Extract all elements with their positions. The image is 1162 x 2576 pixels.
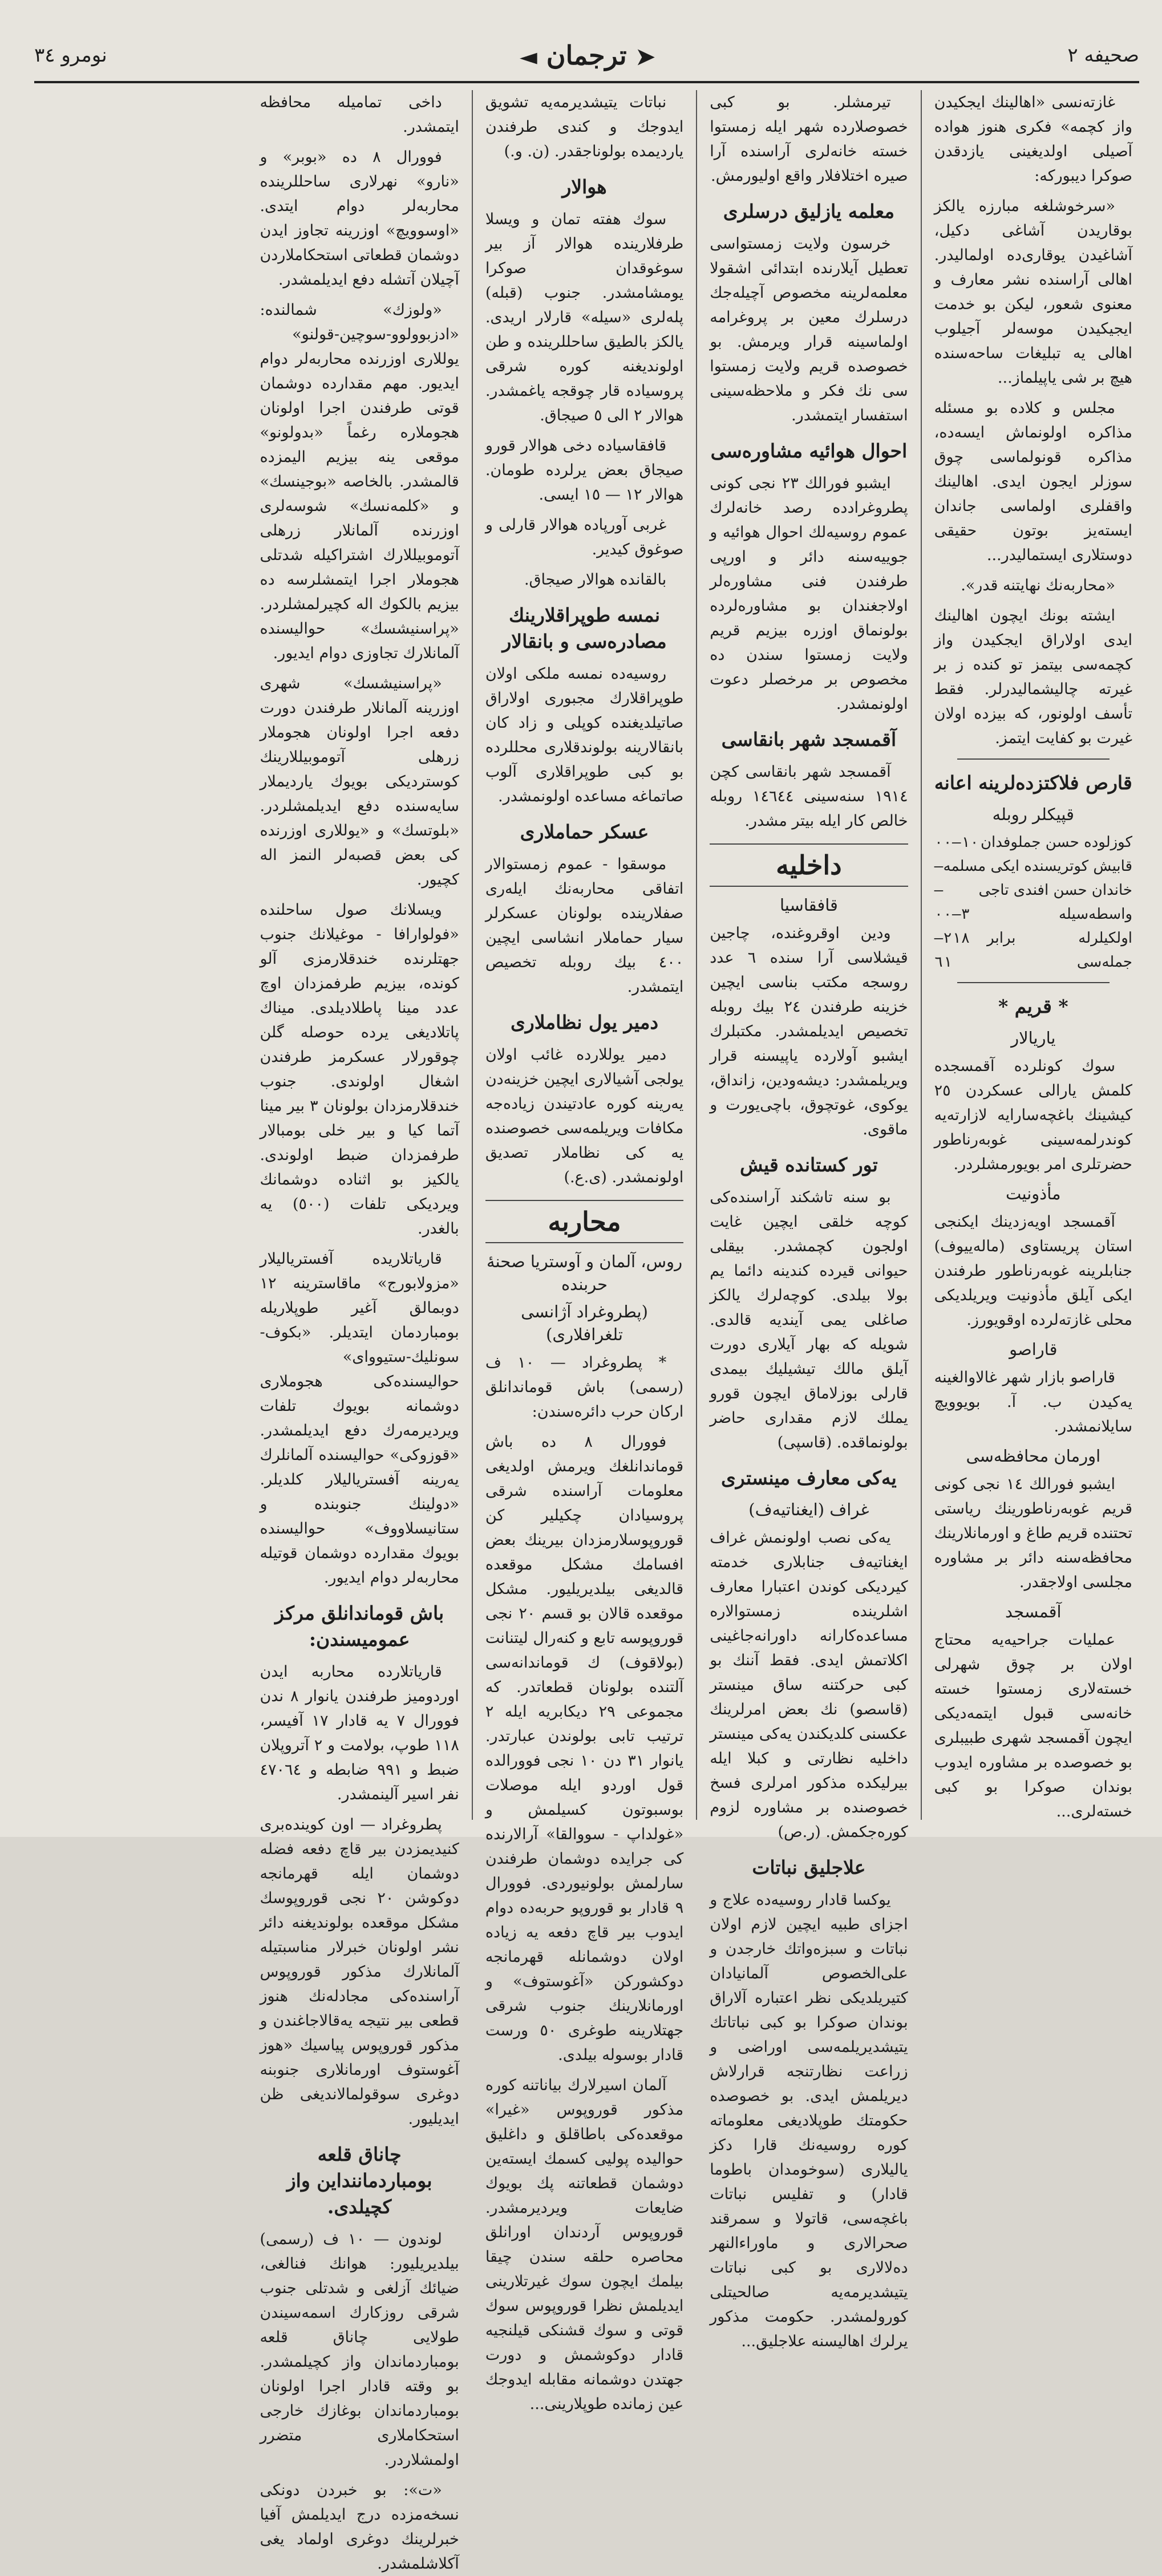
- masthead: [34, 30, 1139, 83]
- donor-name: واسطه‌سیله: [1058, 906, 1132, 923]
- donor-name: قابیش كوتریسنده ایكی مسلمه: [943, 858, 1132, 875]
- paragraph: قافقاسیاده دخی هوالار قورو صیجاق بعض یرلرده طومان. هوالار ١٢ — ١٥ ایسی.: [485, 437, 684, 504]
- paragraph: قاریاتلارده محاربه ایدن اوردومیز طرفندن یانوار ٨ ندن فوورال ٧ یه قادار ١٧ آفیسر، ١١٨ طوپ، بولامت و ٢ آتروپلان ضبط و ٩٩١ ضابطه و ٤٧٠٦٤ نفر اسیر آلینمشدر.: [260, 1663, 459, 1803]
- article-heading: دمیر یول نظاملاری: [510, 1011, 659, 1033]
- article-heading: آقمسجد شهر بانقاسی: [721, 728, 897, 751]
- paragraph: «ت»: بو خبردن دونكی نسخه‌مزده درج ایدیلمش آفیا خبرلرینك دوغری اولماد یغی آكلاشلمشدر.: [260, 2481, 459, 2573]
- list-item: [934, 926, 1132, 974]
- article-heading: معلمه یازلیق درسلری: [723, 200, 895, 222]
- donation-amount: —: [934, 858, 944, 875]
- paragraph: ودین اوقروغنده، چاجین قیشلاسی آرا سنده ٦ عدد روسجه مكتب بناسی ایچین خزینه طرفندن ٢٤ بیك روبله تخصیص ایدیلمشدر. مكتبلرك ایشبو آولارده یاپیسنه قرار ویریلمشدر: دیشه‌ودین، زانداق، یوكوی، غوتچوق، باچی‌یورت و ماقوی.: [710, 924, 908, 1138]
- article-heading: احوال هوائیه مشاوره‌سی: [710, 440, 908, 462]
- paragraph: سوك هفته تمان و ویسلا طرفلارینده هوالار آز بیر سوغوقدان صوكرا یومشامشدر. جنوب (قبله) پله‌لری «سیله» قارلار اریدی. یالكز بالطیق ساحللرینده و طن اولوندیغنه كوره شرقی پروسیاده قار چوقجه یاغمشدر. هوالار ٢ الی ٥ صیجاق.: [485, 210, 684, 424]
- paragraph: آقمسجد شهر بانقاسی كچن ١٩١٤ سنه‌سینی ١٤٦٤٤ روبله خالص كار ایله بیتر مشدر.: [710, 763, 908, 830]
- paragraph: روسیه‌ده نمسه ملكی اولان طوپراقلارك مجبوری اولاراق صاتیلدیغنده كوپلی و زاد كان بانقالارینه بولوندقلاری محللرده بو كبی طوپراقلاری آلوب صاتماغه مساعده اولونمشدر.: [485, 665, 684, 805]
- ornament-right-icon: ◄: [519, 43, 537, 70]
- page-number: صحيفه ٢: [1067, 44, 1139, 67]
- subheading: قاراصو: [1009, 1340, 1058, 1359]
- columns: [23, 90, 1145, 2573]
- list-item: [934, 878, 1132, 902]
- paragraph: خرسون ولایت زمستواسی تعطیل آیلارنده ابتدائی اشقولا معلمه‌لرینه مخصوص آچیله‌جك درسلرك معین بر پروغرامه اولماسینه قرار ویرمش. بو خصوصده قریم ولایت زمستوا سی نك فكر و ملاحظه‌سینی استفسار ایتمشدر.: [710, 235, 908, 424]
- column-4: [247, 90, 471, 2573]
- donation-amount: ٢١٨—٦١: [934, 930, 970, 971]
- subheading: غراف (ایغناتیه‌ف): [748, 1500, 869, 1519]
- paragraph: لوندون — ١٠ ف (رسمی) بیلدیریلیور: هوانك فنالغی، ضیائك آزلغی و شدتلی جنوب شرقی روزكارك اسمه‌سیندن طولایی چاناق قلعه بومباردماندان واز كچیلمشدر. بو وقته قادار اجرا اولونان بومباردماندان بوغازك خارجی استحكاملاری متضرر اولمشلاردر.: [260, 2230, 459, 2469]
- paragraph: عملیات جراحیه‌یه محتاج اولان بر چوق شهرلی خسته‌لاری زمستوا خسته خانه‌سی قبول ایتمه‌دیكی ایچون آقمسجد شهری طبیبلری بو خصوصده بر مشاوره ایدوب بوندان صوكرا بو كبی خسته‌لری...: [934, 1631, 1132, 1820]
- paragraph: ایشبو فورالك ١٤ نجی كونی قریم غوبه‌رناطورینك ریاستی تحتنده قریم طاغ و اورمانلارینك محافظه‌سنه دائر بر مشاوره مجلسی اولاجقدر.: [934, 1475, 1132, 1591]
- subheading: آقمسجد: [1005, 1602, 1062, 1621]
- column-2: [696, 90, 920, 2350]
- paragraph: سوك كونلرده آقمسجده كلمش یارالی عسكردن ٢٥ كیشینك باغچه‌سارایه لازارته‌یه كوندرلمه‌سینی غوبه‌رناطور حضرتلری امر بویورمشلردر.: [934, 1057, 1132, 1173]
- donations-heading: قارص فلاكتزده‌لرینه اعانه: [934, 772, 1132, 794]
- paragraph: * پطروغراد — ١٠ ف (رسمی) باش قوماندانلق اركان حرب دائره‌سندن:: [485, 1354, 684, 1421]
- donor-name: اولكیلرله برابر جمله‌سی: [987, 930, 1132, 971]
- paragraph: فوورال ٨ ده باش قوماندانلغك ویرمش اولدیغی معلومات آراسنده شرقی پروسیادان چكیلیر كن قوروپوسلارمزدان بیرینك بعض افسامك مشكل موقعده قالدیغی بیلدیریلیور. مشكل موقعده قالان بو قسم ٢٠ نجی قوروپوسه تابع و كنه‌رال لیتنانت (بولاقوف) ك قوماندانه‌سی آلتنده بولونان قطعاتدر. كه مجموعی ٢٩ دیكابریه ایله ٢ ترتیب تابی بولوندن عبارتدر. یانوار ٣١ دن ١٠ نجی فوورالده قول اوردو ایله موصلات بوسبوتون كسیلمش و «غولداپ - سووالقا» آرالارنده كی جرایده دوشمان طرفندن سارلمش بولونیوردی. فوورال ٩ قادار بو قوروپو حربه‌ده دوام ایدوب بیر قاچ دفعه یه زیاده اولان دوشمانله قهرمانجه دوكشوركن «آغوستوف» و اورمانلارینك جنوب شرقی جهتلارینه طوغری ٥٠ ورست قادار بوسوله بیلدی.: [485, 1433, 684, 2064]
- paragraph: یوكسا قادار روسیه‌ده علاج و اجزای طبیه ایچین لازم اولان نباتات و سبزه‌واتك خارجدن و علی‌الخصوص آلمانیادان كتیریلدیكی نظر اعتباره آلاراق بوندان صوكرا بو كبی نباتاتك یتیشدیریلمه‌سی اوراضی و زراعت نظارتنجه قرارلاش دیریلمش ایدی. بو خصوصده حكومتك طوپلادیغی معلوماته كوره روسیه‌نك قارا دكز یالیلاری (سوخومدان باطوما قادار) و تفلیس نباتات باغچه‌سی، قاتولا و سمرقند صحرالاری و ماوراءالنهر ده‌لالاری بو كبی نباتات یتیشدیرمه‌یه صالحیتلی كورولمشدر. حكومت مذكور یرلرك اهالیسنه علاجلیق...: [710, 1891, 908, 2350]
- paragraph: بالقانده هوالار صیجاق.: [524, 571, 667, 589]
- paragraph: ایشته بونك ایچون اهالینك ایدی اولاراق ایجكیدن واز كچمه‌سی بیتمز تو كنده ز بر غیرته چالیشمالیدرلر. فقط تأسف اولونور، كه بیزده اولان غیرت بو كفایت ایتمز.: [934, 607, 1132, 747]
- paragraph: فوورال ٨ ده «بوبر» و «نارو» نهرلاری ساحللرینده محاربه‌لر دوام ایتدی. «اوسوویچ» اوزرینه تجاوز ایدن دوشمان قطعاتی استحكاملاردن آچیلان آتشله دفع ایدیلمشدر.: [260, 148, 459, 289]
- paragraph: «سرخوشلغه مبارزه یالكز بوقاریدن آشاغی دكیل، آشاغیدن یوقاری‌ده اولمالیدر. اهالی آراسنده نشر معارف و معنوی شعور، لیكن بو خدمت ایجیكیدن موسه‌لر آجیلوب اهالی یه تبلیغات ساحه‌سنده هیچ بر شی یاپیلماز...: [934, 197, 1132, 387]
- donations-subheading: قپیكلر روبله: [992, 805, 1075, 824]
- paragraph: آلمان اسیرلارك بیاناتنه كوره مذكور قوروپوس «غیرا» موقعده‌كی باطاقلق و داغلیق حوالیده پولیی كسمك ایسته‌ین دوشمان قطعاتنه پك بویوك ضایعات ویردیرمشدر. قوروپوس آردندان اورانلق محاصره حلقه سندن چیقا بیلمك ایچون سوك غیرتلارینی ایدیلمش نظرا قوروپوس سوك قوتی و سوك قشنكی قیلنجیه قادار دوكوشمش و دورت جهتدن دوشمانه مقابله ایدوجك عین زمانده طوپلارینی...: [485, 2076, 684, 2413]
- article-heading: باش قوماندانلق مركز عمومیسندن:: [275, 1602, 444, 1650]
- paragraph: تیرمشلر. بو كبی خصوصلارده شهر ایله زمستوا خسته خانه‌لری آراسنده آرا صیره اختلافلار واقع اولیورمش.: [710, 94, 908, 185]
- paragraph: مجلس و كلاده بو مسئله مذاكره اولونماش ایسه‌ده، مذاكره قونولماسی چوق سوزلر ایجون ایدی. اهالینك واقفلری اولماسی جاندان ایسته‌یز بوتون حقیقی دوستلاری ایستمالیدر...: [934, 399, 1132, 564]
- section-heading-domestic: داخلیه: [710, 843, 908, 887]
- newspaper-title-text: ترجمان: [546, 40, 627, 71]
- article-heading: تور كستانده قیش: [739, 1154, 878, 1176]
- paragraph: پطروغراد — اون كوینده‌بری كنیدیمزدن بیر قاچ دفعه فضله دوشمان ایله قهرمانجه دوكوشن ٢٠ نجی قوروپوسك مشكل موقعده بولوندیغنه دائر نشر اولونان خبرلار مناسبتیله آلمانلارك مذكور قوروپوس آراسنده‌كی مجادله‌نك هنوز قطعی بیر نتیجه یه‌قالاجاغندن و مذكور قوروپوس پیاسیك «هوز آغوستوف اورمانلاری جنوبنه دوغری سوقولمالاندیغی ظن ایدیلیور.: [260, 1816, 459, 2128]
- list-item: [934, 830, 1132, 854]
- article-heading: عسكر حماملاری: [520, 821, 649, 843]
- divider: [957, 758, 1110, 760]
- subheading: روس، آلمان و آوستریا صحنهٔ حربنده: [486, 1252, 683, 1294]
- divider: [957, 982, 1110, 983]
- article-heading: هوالار: [562, 176, 607, 198]
- paragraph: بو سنه تاشكند آراسنده‌كی كوچه خلقی ایچین غایت اولجون كچمشدر. بیقلی حیوانی قیرده كندینه دائما یم بولا بیلدی. كوچه‌لرك یالكز صاغلی یمی آیندیه قالدی. شویله كه بهار آیلاری دورت آیلق مالك تیشیلیك بیمدی قارلی بوزلاماق ایچون قورو یملك لازم مقداری حاضر بولونماقده. (قاسپی): [710, 1188, 908, 1451]
- article-heading: یه‌كی معارف مینستری: [720, 1467, 897, 1489]
- section-heading-war: محاربه: [485, 1200, 683, 1243]
- paragraph: داخی تمامیله محافظه ایتمشدر.: [260, 94, 459, 136]
- paragraph: قاریاتلاریده آفستریالیلار «مزولابورج» ماقاسترینه ١٢ دوبمالق آغیر طوپلاریله بومباردمان ایتدیلر. «بكوف-سونلیك-ستیووای» حوالیسنده‌كی هجوملاری دوشمانه بویوك تلفات ویردیرمه‌رك دفع ایدیلمشدر. «قوزوكی» حوالیسنده آلمانلرك یه‌رینه آفستریالیلار كلدیلر. «دولینك جنوبنده و ستانیسلاووف» حوالیسنده بویوك مقدارده دوشمان قوتیله محاربه‌لر دوام ایدیور.: [260, 1250, 459, 1587]
- paragraph: دمیر یوللارده غائب اولان یولجی آشیالاری ایچین خزینه‌دن یه‌رینه كوره عادتیندن زیاده‌جه مكافات ویریلمه‌سی خصوصنده یه كی نظاملار تصدیق اولونمشدر. (ی.ع.): [485, 1046, 684, 1186]
- paragraph: ایشبو فورالك ٢٣ نجی كونی پطروغرادده رصد خانه‌لرك عموم روسیه‌لك احوال هوائیه و جوییه‌سنه دائر و اورپی طرفندن فنی مشاوره‌لر اولاجغندان بو مشاوره‌لرده بولونماق اوزره بیزیم قریم ولایت زمستوا سندن ده مخصوص بر مرخصلر دعوت اولونمشدر.: [710, 474, 908, 713]
- paragraph: غازته‌نسی «اهالینك ایجكیدن واز كچمه» فكری هنوز هواده آصیلی اولدیغینی یازدقدن صوكرا دیبوركه:: [934, 94, 1132, 185]
- donor-name: كوزلوده حسن جملوفدان: [980, 834, 1132, 851]
- subheading: (پطروغراد آژانسی تلغرافلاری): [521, 1302, 648, 1344]
- subheading: اورمان محافظه‌سی: [966, 1446, 1101, 1466]
- section-heading: * قریم *: [998, 995, 1068, 1017]
- paragraph: «پراسنیشسك» شهری اوزرینه آلمانلار طرفندن دورت دفعه اجرا اولونان هجوملار زرهلی آتوموبیللارینك كوستردیكی بویوك یاردیملار سایه‌سنده دفع ایدیلمشلردر. «بلوتسك» و «یوللاری اوزرنده كی بعض قصبه‌لر النمز اله كچیور.: [260, 675, 459, 889]
- paragraph: یه‌كی نصب اولونمش غراف ایغناتیه‌ف جنابلاری خدمته كیردیكی كوندن اعتبارا معارف اشلرینده زمستوالاره مساعده‌كارانه داورانه‌جاغینی اكلاتمش ایدی. فقط آننك بو كبی حركتنه ساق مینستر (قاسصو) نك بعض امرلرینك عكسنی كلدیكندن یه‌كی مینستر داخلیه نظارتی و كبلا ایله بیرلیكده مذكور امرلری فسخ خصوصنده بر مشاوره لزوم كوره‌جكمش. (ر.ص): [710, 1529, 908, 1841]
- paragraph: «محاربه‌نك نهایتنه قدر».: [961, 577, 1115, 594]
- paragraph: قاراصو بازار شهر غالاوالغینه یه‌كیدن ب. آ. بویوویچ سایلانمشدر.: [934, 1369, 1132, 1435]
- paragraph: ویسلانك صول ساحلنده «فولوارافا - موغیلانك جنوب جهتلرنده خندقلارمزی آلو كونده، بیزیم طرفمزدان اوچ عدد مینا پاطلادیلدی. میناك پاتلادیغی یرده حوصله گلن چوقورلار عسكرمز طرفندن اشغال اولوندی. جنوب خندقلارمزدان بولونان ٣ بیر مینا آتما كیا و بیر خلی بومبالار طرفمزدان ضبط اولوندی. یالكیز بو اثناده دوشمانك ویردیكی تلفات (٥٠٠) یه بالغدر.: [260, 901, 459, 1238]
- paragraph: نباتات یتیشدیرمه‌یه تشویق ایدوجك و كندی طرفندن یاردیمده بولوناجقدر. (ن. و.): [485, 94, 684, 160]
- donation-amount: —: [934, 882, 944, 899]
- article-heading: علاجلیق نباتات: [752, 1856, 866, 1879]
- subheading: یاریالار: [1011, 1028, 1056, 1048]
- subheading: قافقاسیا: [779, 895, 838, 915]
- paragraph: غربی آورپاده هوالار قارلی و صوغوق كیدیر.: [485, 516, 684, 558]
- list-item: [934, 902, 1132, 926]
- paragraph: آقمسجد اویه‌زدینك ایكنجی استان پریستاوی (ماله‌ییوف) جنابلرینه غوبه‌رناطور طرفندن ایكی آیلق مأذونیت ویریلدیكی محلی غازته‌لرده اوقویورز.: [934, 1213, 1132, 1329]
- ornament-left-icon: ➤: [635, 43, 655, 70]
- donor-name: خاندان حسن افندی تاجی: [978, 882, 1132, 899]
- paragraph: «ولوزك» شمالنده: «ادزبوولوو-سوچین-قولنو» یوللاری اوزرنده محاربه‌لر دوام ایدیور. مهم مقدارده دوشمان قوتی طرفندن اجرا اولونان هجوملاره رغماً «بدولونو» موقعی ینه بیزیم الیمزده قالمشدر. بالخاصه «بوجینسك» و «كلمه‌نسك» شوسه‌لری اوزرنده آلمانلار زرهلی آتوموبیللارك اشتراكیله شدتلی هجوملار اجرا ایتمشلرسه ده بیزیم بالكوك اله كچیرلمشلردر. «پراسنیشسك» حوالیسنده آلمانلارك تجاوزی دوام ایدیور.: [260, 301, 459, 662]
- paragraph: موسقوا - عموم زمستوالار اتفاقی محاربه‌نك ایله‌ری صفلارینده بولونان عسكرلر سیار حماملار انشاسی ایچین ٤٠٠ بیك روبله تخصیص ایتمشدر.: [485, 855, 684, 996]
- article-heading: نمسه طوپراقلارینك مصادره‌سی و بانقالار: [502, 604, 667, 652]
- issue-number: نومرو ٣٤: [34, 44, 107, 67]
- article-heading: چاناق قلعه بومباردماننداین واز كچیلدی.: [286, 2143, 432, 2218]
- donations-list: [934, 830, 1132, 974]
- column-1: [921, 90, 1145, 1820]
- column-3: [472, 90, 696, 2413]
- subheading: مأذونیت: [1006, 1184, 1061, 1203]
- donation-amount: ١٠—٠٠: [934, 834, 979, 851]
- donation-amount: ٣—٠٠: [934, 906, 970, 923]
- newspaper-title: [520, 40, 655, 71]
- list-item: [934, 854, 1132, 878]
